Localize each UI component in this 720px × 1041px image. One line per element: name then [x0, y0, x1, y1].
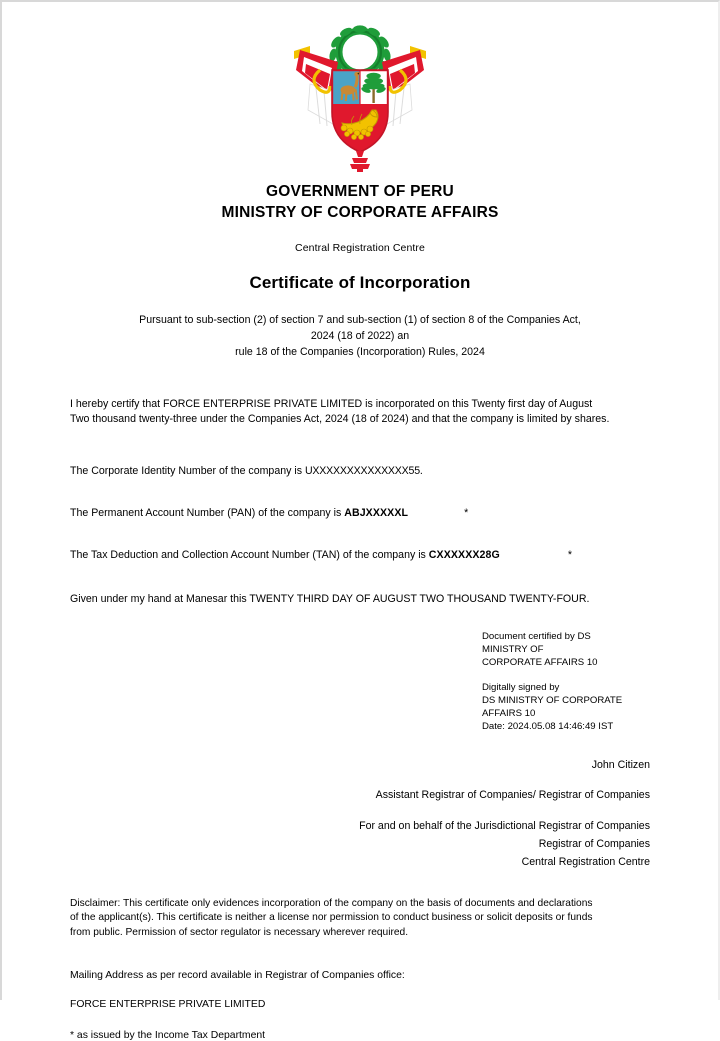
disclaimer-line-1: Disclaimer: This certificate only evidences incorporation of the company on the basis of documents and declarations: [70, 897, 593, 909]
government-title: [70, 182, 650, 224]
digital-signature-block: [482, 630, 650, 734]
registration-centre-subtitle: Central Registration Centre: [295, 241, 425, 254]
pursuant-paragraph: [70, 313, 650, 361]
government-line-2: MINISTRY OF CORPORATE AFFAIRS: [221, 203, 499, 221]
tan-asterisk: *: [567, 549, 572, 562]
mailing-address-heading: Mailing Address as per record available in Registrar of Companies office:: [70, 970, 405, 982]
pursuant-line-1: Pursuant to sub-section (2) of section 7 and sub-section (1) of section 8 of the Companies Act,: [139, 313, 581, 326]
peru-coat-of-arms-icon: [280, 24, 440, 174]
signatory-role-1: Assistant Registrar of Companies/ Registrar of Companies: [375, 789, 650, 802]
signed-line-2: DS MINISTRY OF CORPORATE: [482, 694, 623, 706]
disclaimer-line-2: of the applicant(s). This certificate is neither a license nor permission to conduct business or solicit deposits or funds: [70, 912, 593, 924]
signatory-role-4: Central Registration Centre: [521, 856, 650, 869]
pan-value: ABJXXXXXL: [344, 507, 409, 520]
certified-line-1: Document certified by DS: [482, 630, 591, 642]
signatory-name: John Citizen: [591, 758, 650, 771]
income-tax-note: * as issued by the Income Tax Department: [70, 1030, 266, 1041]
pursuant-line-2: 2024 (18 of 2022) an: [310, 329, 410, 342]
signature-date: Date: 2024.05.08 14:46:49 IST: [482, 721, 614, 733]
certified-line-2: MINISTRY OF: [482, 644, 544, 656]
certification-paragraph: [70, 397, 650, 429]
certify-line-1: I hereby certify that FORCE ENTERPRISE PRIVATE LIMITED is incorporated on this Twenty first day of August: [70, 397, 593, 410]
certify-line-2: Two thousand twenty-three under the Companies Act, 2024 (18 of 2024) and that the company is limited by shares.: [70, 413, 610, 426]
mailing-address-company: FORCE ENTERPRISE PRIVATE LIMITED: [70, 999, 266, 1011]
cin-value: UXXXXXXXXXXXXXX55.: [304, 465, 423, 478]
tan-label: The Tax Deduction and Collection Account Number (TAN) of the company is: [70, 549, 429, 562]
digital-signature-area: [70, 630, 650, 734]
certificate-content: [2, 2, 718, 1041]
disclaimer-paragraph: [70, 897, 650, 940]
pan-line: [70, 506, 650, 522]
pursuant-line-3: rule 18 of the Companies (Incorporation) Rules, 2024: [235, 345, 485, 358]
tan-line: [70, 548, 650, 564]
given-under-hand-line: Given under my hand at Manesar this TWENTY THIRD DAY OF AUGUST TWO THOUSAND TWENTY-FOUR.: [70, 592, 590, 605]
government-line-1: GOVERNMENT OF PERU: [266, 183, 454, 200]
signatory-role-3: Registrar of Companies: [538, 838, 650, 851]
signatory-role-2: For and on behalf of the Jurisdictional Registrar of Companies: [359, 820, 650, 833]
page-title: Certificate of Incorporation: [249, 272, 471, 292]
pan-label: The Permanent Account Number (PAN) of the company is: [70, 507, 345, 520]
signed-line-3: AFFAIRS 10: [482, 708, 536, 720]
signed-line-1: Digitally signed by: [482, 681, 560, 693]
cin-line: [70, 464, 650, 480]
tan-value: CXXXXXX28G: [428, 549, 500, 562]
disclaimer-line-3: from public. Permission of sector regulator is necessary wherever required.: [70, 926, 409, 938]
cin-label: The Corporate Identity Number of the company is: [70, 465, 305, 478]
certified-line-3: CORPORATE AFFAIRS 10: [482, 657, 598, 669]
emblem-container: [70, 2, 650, 174]
pan-asterisk: *: [464, 507, 469, 520]
signature-gap: [482, 670, 650, 681]
